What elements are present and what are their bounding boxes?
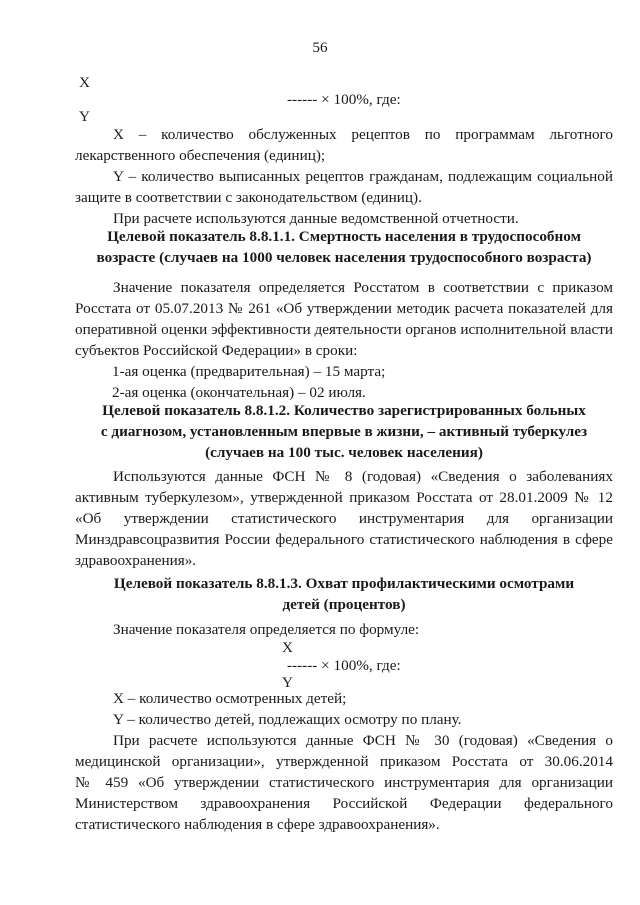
section-8-8-1-3-text bbox=[75, 688, 613, 835]
formula-2-denominator: Y bbox=[282, 674, 293, 691]
heading-line: возрасте (случаев на 1000 человек населения трудоспособного возраста) bbox=[96, 249, 592, 266]
heading-line: Целевой показатель 8.8.1.2. Количество зарегистрированных больных bbox=[102, 402, 586, 419]
paragraph-line: здравоохранения». bbox=[75, 552, 197, 569]
heading-line: детей (процентов) bbox=[282, 596, 406, 613]
paragraph-line: активным туберкулезом», утвержденной приказом Росстата от 28.01.2009 № 12 bbox=[75, 489, 613, 506]
formula-1-definitions bbox=[75, 124, 613, 229]
list-item: 1-ая оценка (предварительная) – 15 марта; bbox=[112, 363, 386, 380]
heading-line: с диагнозом, установленным впервые в жизни, – активный туберкулез bbox=[100, 423, 588, 440]
y-definition-line-1: Y – количество выписанных рецептов гражданам, подлежащим социальной bbox=[113, 168, 613, 185]
x-definition: X – количество осмотренных детей; bbox=[113, 690, 347, 707]
paragraph-line: № 459 «Об утверждении статистического инструментария для организации bbox=[75, 774, 613, 791]
paragraph-line: При расчете используются данные ФСН № 30 (годовая) «Сведения о bbox=[113, 732, 613, 749]
paragraph-line: медицинской организации», утвержденной приказом Росстата от 30.06.2014 bbox=[75, 753, 613, 770]
paragraph-line: субъектов Российской Федерации» в сроки: bbox=[75, 342, 358, 359]
paragraph-line: Минздравсоцразвития России федерального статистического наблюдения в сфере bbox=[75, 531, 613, 548]
section-8-8-1-1-heading bbox=[75, 226, 613, 268]
paragraph-line: Используются данные ФСН № 8 (годовая) «Сведения о заболеваниях bbox=[113, 468, 613, 485]
list-item: 2-ая оценка (окончательная) – 02 июля. bbox=[112, 384, 366, 401]
heading-line: Целевой показатель 8.8.1.3. Охват профилактическими осмотрами bbox=[113, 575, 575, 592]
x-definition-line-2: лекарственного обеспечения (единиц); bbox=[75, 147, 326, 164]
paragraph-line: Росстата от 05.07.2013 № 261 «Об утверждении методик расчета показателей для bbox=[75, 300, 613, 317]
paragraph-line: оперативной оценки эффективности деятельности органов исполнительной власти bbox=[75, 321, 613, 338]
section-8-8-1-2-heading bbox=[75, 400, 613, 463]
formula-1-numerator: X bbox=[79, 74, 90, 91]
paragraph-line: Значение показателя определяется Росстатом в соответствии с приказом bbox=[113, 279, 613, 296]
formula-1-fraction: ------ × 100%, где: bbox=[287, 91, 401, 108]
formula-intro: Значение показателя определяется по формуле: bbox=[113, 621, 420, 638]
heading-line: Целевой показатель 8.8.1.1. Смертность населения в трудоспособном bbox=[107, 228, 581, 245]
page-number: 56 bbox=[312, 39, 328, 56]
y-definition: Y – количество детей, подлежащих осмотру по плану. bbox=[113, 711, 462, 728]
heading-line: (случаев на 100 тыс. человек населения) bbox=[205, 444, 483, 461]
x-definition-line-1: X – количество обслуженных рецептов по программам льготного bbox=[113, 126, 613, 143]
section-8-8-1-2-text bbox=[75, 466, 613, 571]
formula-2-fraction: ------ × 100%, где: bbox=[287, 657, 401, 674]
formula-1-denominator: Y bbox=[79, 108, 90, 125]
formula-2-numerator: X bbox=[282, 639, 293, 656]
section-8-8-1-1-text bbox=[75, 277, 613, 403]
data-source-note: При расчете используются данные ведомственной отчетности. bbox=[113, 210, 519, 227]
section-8-8-1-3-heading bbox=[75, 573, 613, 615]
paragraph-line: статистического наблюдения в сфере здравоохранения». bbox=[75, 816, 440, 833]
paragraph-line: Министерством здравоохранения Российской Федерации федерального bbox=[75, 795, 613, 812]
y-definition-line-2: защите в соответствии с законодательством (единиц). bbox=[75, 189, 422, 206]
paragraph-line: «Об утверждении статистического инструментария для организации bbox=[75, 510, 613, 527]
